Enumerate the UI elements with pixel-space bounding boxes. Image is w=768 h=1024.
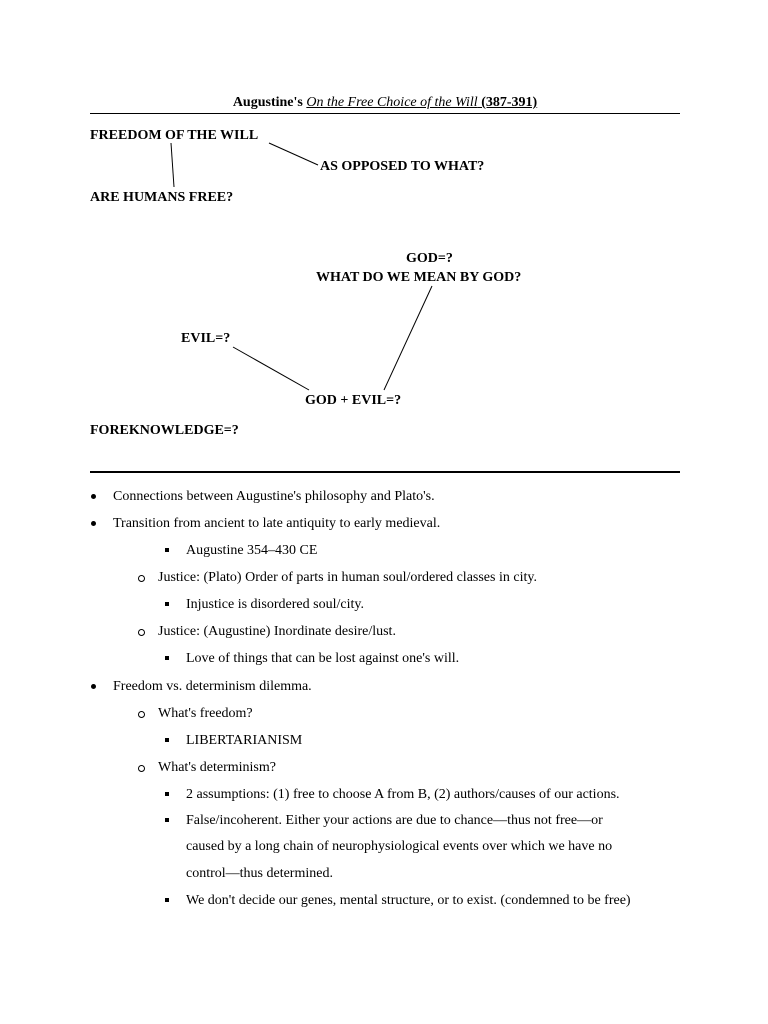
title-work: On the Free Choice of the Will [306, 95, 478, 110]
list-marker [165, 602, 169, 606]
diagram-humans-free: ARE HUMANS FREE? [90, 190, 234, 205]
connector-evil-godevil [233, 347, 309, 390]
list-item: Augustine 354–430 CE [186, 543, 318, 558]
list-item: Transition from ancient to late antiquity to early medieval. [113, 516, 441, 531]
list-item: We don't decide our genes, mental structure, or to exist. (condemned to be free) [186, 893, 631, 908]
square-bullet-icon [165, 656, 169, 660]
diagram-god: GOD=? [406, 251, 453, 266]
diagram-as-opposed: AS OPPOSED TO WHAT? [320, 159, 485, 174]
connector-freedom-opposed [269, 143, 318, 165]
diagram-god-plus-evil: GOD + EVIL=? [305, 393, 402, 408]
square-bullet-icon [165, 818, 169, 822]
list-item: LIBERTARIANISM [186, 733, 303, 748]
list-item: Love of things that can be lost against one's will. [186, 651, 460, 666]
list-marker [91, 521, 96, 526]
square-bullet-icon [165, 792, 169, 796]
bullet-icon [91, 521, 96, 526]
circle-bullet-icon [138, 711, 145, 718]
bullet-icon [91, 684, 96, 689]
connector-godevil-god [384, 286, 432, 390]
list-item: What's determinism? [158, 760, 276, 775]
bullet-icon [91, 494, 96, 499]
list-marker [91, 494, 96, 499]
list-item: Justice: (Augustine) Inordinate desire/lust. [158, 624, 396, 639]
circle-bullet-icon [138, 765, 145, 772]
list-item: What's freedom? [158, 706, 253, 721]
diagram-foreknowledge: FOREKNOWLEDGE=? [90, 423, 239, 438]
title-rule [90, 113, 680, 114]
diagram-mean-god: WHAT DO WE MEAN BY GOD? [316, 270, 522, 285]
list-marker [138, 575, 145, 582]
list-item: 2 assumptions: (1) free to choose A from B, (2) authors/causes of our actions. [186, 787, 620, 802]
list-item: Freedom vs. determinism dilemma. [113, 679, 312, 694]
square-bullet-icon [165, 602, 169, 606]
diagram-freedom-of-will: FREEDOM OF THE WILL [90, 128, 259, 143]
square-bullet-icon [165, 548, 169, 552]
list-marker [138, 629, 145, 636]
list-item: Injustice is disordered soul/city. [186, 597, 364, 612]
list-marker [138, 765, 145, 772]
title-dates: (387-391) [477, 95, 538, 110]
document-title [90, 95, 680, 111]
list-marker [165, 898, 169, 902]
circle-bullet-icon [138, 629, 145, 636]
list-marker [165, 656, 169, 660]
list-item: False/incoherent. Either your actions are due to chance—thus not free—or [186, 813, 603, 828]
connector-freedom-humans [171, 143, 174, 187]
circle-bullet-icon [138, 575, 145, 582]
title-prefix: Augustine's [232, 95, 307, 110]
list-item: Connections between Augustine's philosophy and Plato's. [113, 489, 435, 504]
square-bullet-icon [165, 738, 169, 742]
list-marker [165, 548, 169, 552]
list-marker [165, 818, 169, 822]
section-rule [90, 471, 680, 473]
list-item: Justice: (Plato) Order of parts in human soul/ordered classes in city. [158, 570, 537, 585]
list-marker [91, 684, 96, 689]
list-marker [165, 738, 169, 742]
list-marker [165, 792, 169, 796]
list-marker [138, 711, 145, 718]
square-bullet-icon [165, 898, 169, 902]
list-item: control—thus determined. [186, 866, 333, 881]
diagram-evil: EVIL=? [181, 331, 231, 346]
list-item: caused by a long chain of neurophysiological events over which we have no [186, 839, 613, 854]
